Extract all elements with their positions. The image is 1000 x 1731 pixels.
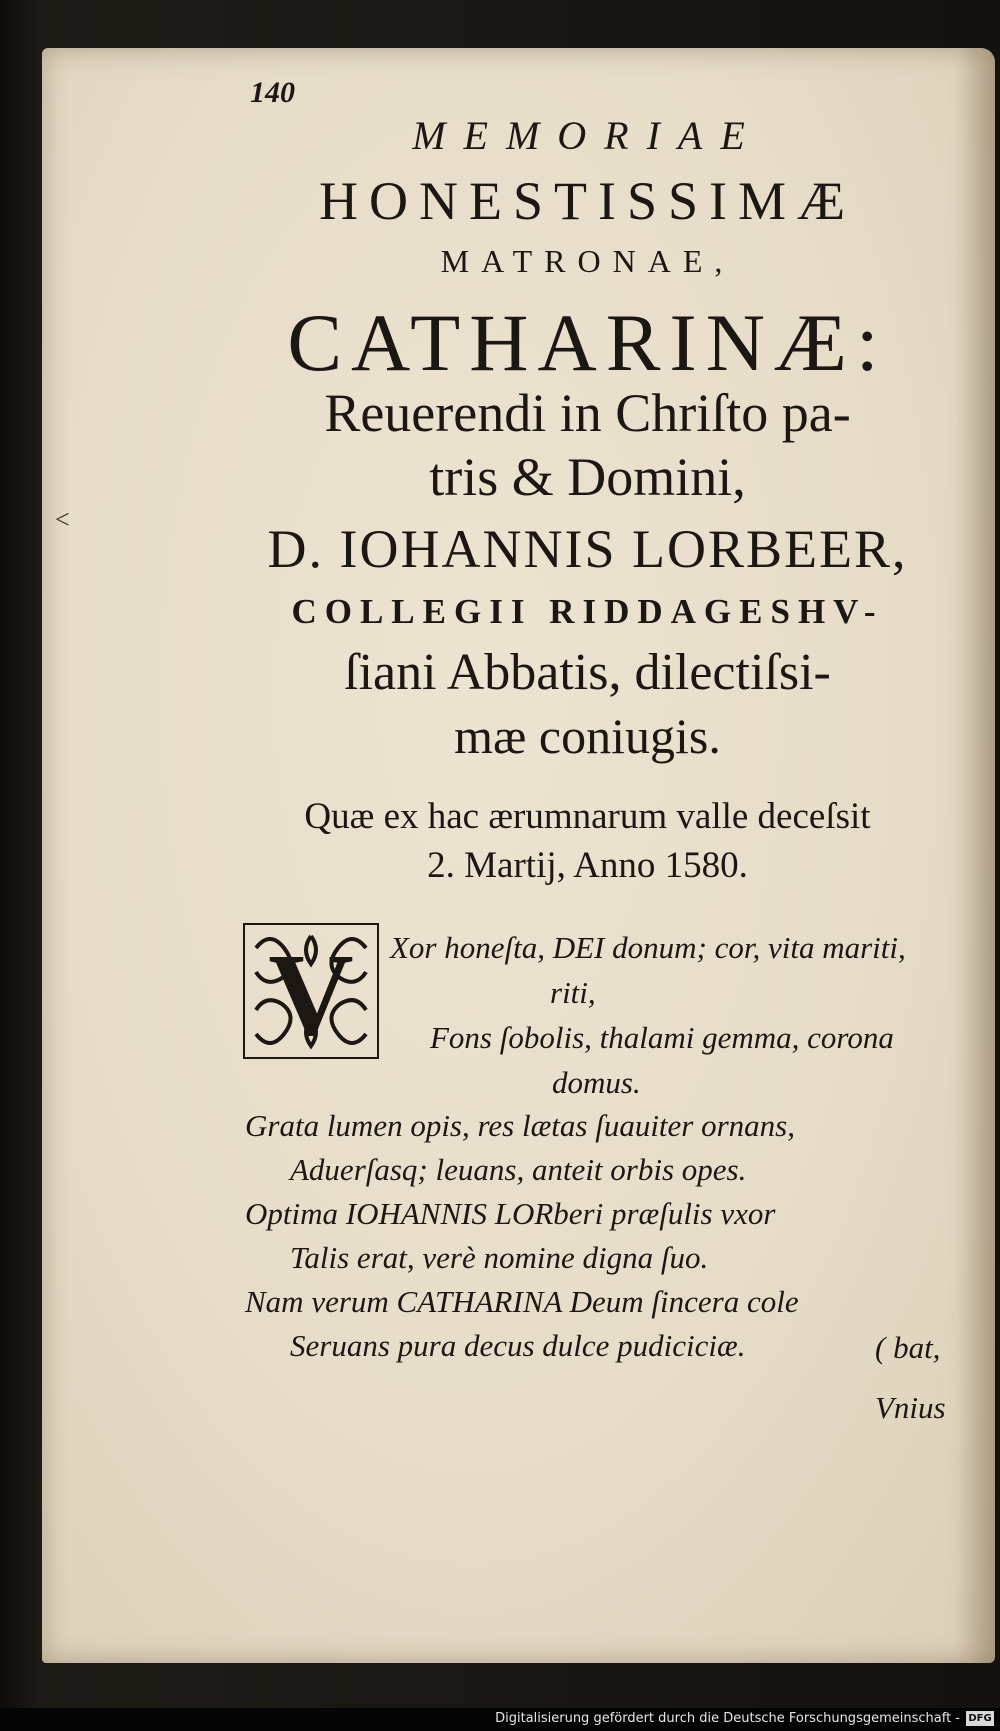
- heading-line-4: CATHARINÆ:: [287, 297, 888, 388]
- heading-line-3: MATRONAE,: [440, 243, 735, 279]
- poem-line-5: Grata lumen opis, res lætas ſuauiter ornans,: [245, 1108, 795, 1143]
- poem-line-11: ( bat,: [875, 1330, 941, 1365]
- poem-line-2: riti,: [550, 975, 596, 1010]
- poem-line-3: Fons ſobolis, thalami gemma, corona: [430, 1020, 894, 1055]
- dfg-logo-badge: DFG: [966, 1711, 994, 1726]
- poem-line-7: Optima IOHANNIS LORberi præſulis vxor: [245, 1196, 776, 1231]
- page-number: 140: [250, 76, 295, 109]
- margin-mark: <: [55, 505, 70, 534]
- heading-line-8: COLLEGII RIDDAGESHV-: [291, 592, 884, 631]
- poem-line-8: Talis erat, verè nomine digna ſuo.: [290, 1240, 709, 1275]
- poem-line-1: Xor honeſta, DEI donum; cor, vita mariti,: [390, 930, 906, 965]
- poem-line-10: Seruans pura decus dulce pudiciciæ.: [290, 1328, 746, 1363]
- subtitle-line-1: Quæ ex hac ærumnarum valle deceſsit: [304, 796, 871, 837]
- page-edge-shadow: [955, 48, 995, 1663]
- heading-line-9: ſiani Abbatis, dilectiſsi-: [344, 644, 831, 701]
- heading-line-2: HONESTISSIMÆ: [318, 171, 857, 231]
- subtitle-line-2: 2. Martij, Anno 1580.: [427, 845, 748, 886]
- poem-line-4: domus.: [552, 1065, 641, 1100]
- heading-line-5: Reuerendi in Chriſto pa-: [324, 383, 851, 443]
- decorated-initial-icon: [242, 922, 380, 1060]
- poem-line-6: Aduerſasq; leuans, anteit orbis opes.: [290, 1152, 747, 1187]
- heading-line-10: mæ coniugis.: [454, 708, 721, 764]
- funding-notice: Digitalisierung gefördert durch die Deutsche Forschungsgemeinschaft -: [495, 1711, 960, 1726]
- heading-line-6: tris & Domini,: [429, 447, 746, 507]
- catchword: Vnius: [875, 1390, 946, 1425]
- svg-text:V: V: [268, 929, 354, 1060]
- heading-line-7: D. IOHANNIS LORBEER,: [267, 519, 908, 579]
- poem-line-9: Nam verum CATHARINA Deum ſincera cole: [245, 1284, 799, 1319]
- heading-line-1: MEMORIAE: [412, 113, 763, 158]
